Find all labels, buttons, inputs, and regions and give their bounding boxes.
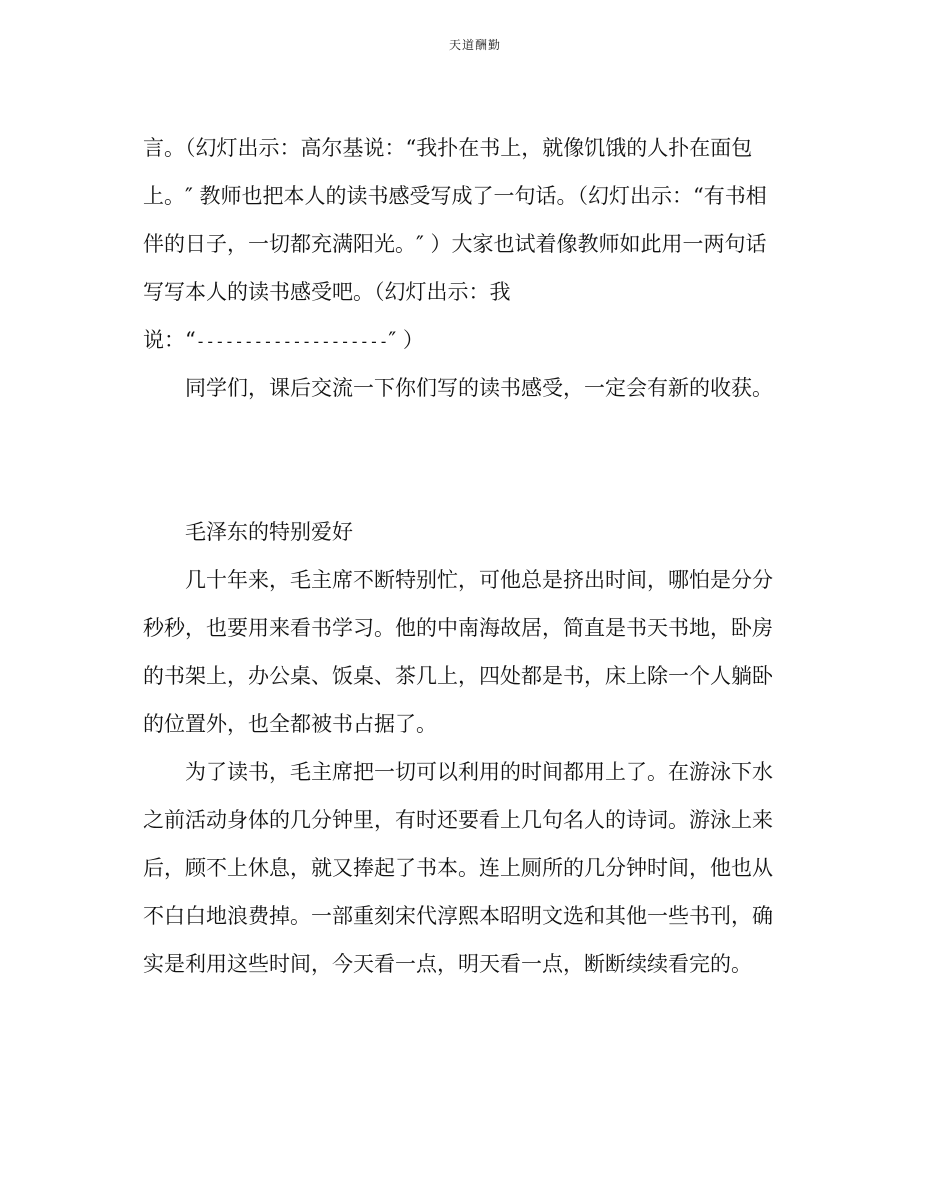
- article-title: 毛泽东的特别爱好: [185, 520, 353, 544]
- text-line: 伴的日子，一切都充满阳光。″ ）大家也试着像教师如此用一两句话: [143, 232, 767, 256]
- text-line: 上。″ 教师也把本人的读书感受写成了一句话。（幻灯出示：“有书相: [143, 184, 767, 208]
- quote-line: [143, 316, 807, 364]
- document-body: [143, 124, 807, 988]
- page-header: 天道酬勤: [448, 38, 501, 52]
- text-line: 秒秒，也要用来看书学习。他的中南海故居，简直是书天书地，卧房: [143, 616, 773, 640]
- text-line: 写写本人的读书感受吧。（幻灯出示：我: [143, 280, 511, 304]
- quote-prefix: 说：“: [143, 328, 196, 352]
- text-line: 后，顾不上休息，就又捧起了书本。连上厕所的几分钟时间，他也从: [143, 856, 773, 880]
- section-gap: [143, 412, 807, 508]
- text-line: 为了读书，毛主席把一切可以利用的时间都用上了。在游泳下水: [185, 760, 773, 784]
- text-line: 不白白地浪费掉。一部重刻宋代淳熙本昭明文选和其他一些书刊，确: [143, 904, 773, 928]
- text-line: 的位置外，也全都被书占据了。: [143, 712, 437, 736]
- quote-suffix: ″ ）: [388, 328, 424, 352]
- text-line: 言。（幻灯出示：高尔基说：“我扑在书上，就像饥饿的人扑在面包: [143, 136, 753, 160]
- closing-paragraph: 同学们，课后交流一下你们写的读书感受，一定会有新的收获。: [185, 376, 773, 400]
- text-line: 的书架上，办公桌、饭桌、茶几上，四处都是书，床上除一个人躺卧: [143, 664, 773, 688]
- text-line: 几十年来，毛主席不断特别忙，可他总是挤出时间，哪怕是分分: [185, 568, 773, 592]
- quote-blank: --------------------: [195, 332, 389, 351]
- text-line: 实是利用这些时间，今天看一点，明天看一点，断断续续看完的。: [143, 952, 752, 976]
- text-line: 之前活动身体的几分钟里，有时还要看上几句名人的诗词。游泳上来: [143, 808, 773, 832]
